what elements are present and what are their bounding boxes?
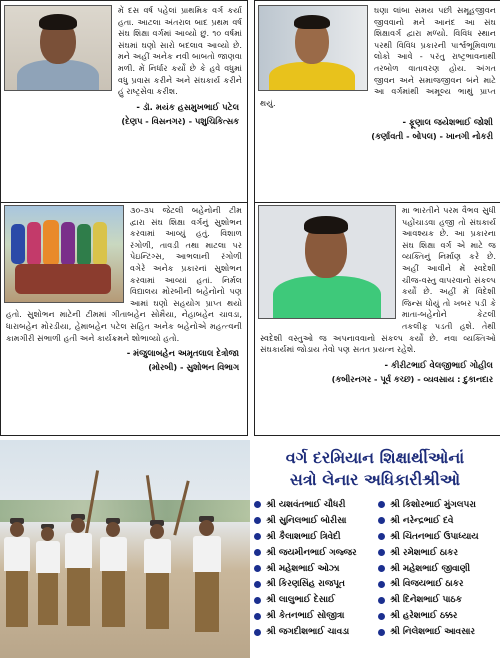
list-item: [376, 627, 500, 637]
officer-name: શ્રી જયમીનભાઈ ગજ્જર: [266, 547, 357, 558]
bullet-icon: [378, 581, 385, 588]
bullet-icon: [254, 629, 261, 636]
list-item: [252, 516, 376, 526]
officer-name: શ્રી યશવંતભાઈ ચૌધરી: [266, 499, 346, 510]
officer-name: શ્રી નિલેશભાઈ આવસાર: [390, 627, 476, 638]
testimonial-author: - ડૉ. મયંક હસમુખભાઈ પટેલ: [136, 102, 239, 113]
list-item: [252, 532, 376, 542]
testimonial-author: - મંજુલાબહેન અમૃતલાલ દેત્રોજા: [126, 349, 239, 360]
bullet-icon: [254, 517, 261, 524]
bullet-icon: [254, 501, 261, 508]
testimonial-card-2: [254, 0, 500, 208]
bullet-icon: [254, 581, 261, 588]
list-row: [252, 529, 500, 545]
testimonial-text: ઘણા લાંબા સમય પછી સમૂહજીવન જીવવાનો મને આનંદ આ સંઘ શિક્ષાવર્ગ દ્વારા મળ્યો. વિવિધ સ્થાન પરથી વિવિધ પ્રકારની પાર્શ્વભૂમિવાળા લોકો આવે - પરંતુ રાષ્ટ્રભાવનાથી તરબોળ વાતાવરણ હોય. અંગત જીવન અને સમાજજીવન બંને માટે આ વર્ગમાંથી અમૂલ્ય ભાથું પ્રાપ્ત થયું.: [260, 5, 496, 108]
list-item: [376, 532, 500, 542]
bullet-icon: [254, 597, 261, 604]
testimonial-author: - કીરીટભાઈ વેલજીભાઈ ગોહીલ: [384, 360, 493, 371]
bullet-icon: [254, 565, 261, 572]
testimonial-body: [1, 203, 247, 344]
officers-list: [252, 497, 500, 640]
testimonial-author-detail: (કર્ણાવતી - બોપલ) - ખાનગી નોકરી: [371, 131, 493, 142]
portrait-photo-4: [258, 205, 396, 319]
testimonial-author-detail: (મોરબી) - સુશોભન વિભાગ: [148, 362, 239, 373]
bullet-icon: [378, 597, 385, 604]
officer-name: શ્રી જગદીશભાઈ ચાવડા: [266, 627, 350, 638]
testimonial-card-3: [0, 202, 248, 436]
officer-name: શ્રી લાલુભાઈ દેસાઈ: [266, 595, 335, 606]
officers-list-subtitle: સત્રો લેનાર અધિકારીશ્રીઓ: [289, 470, 461, 489]
officer-name: શ્રી કિશોરભાઈ મુંગલપરા: [390, 499, 476, 510]
list-item: [376, 500, 500, 510]
bullet-icon: [254, 613, 261, 620]
officer-name: શ્રી વિજયભાઈ ઠાકર: [390, 579, 464, 590]
list-row: [252, 497, 500, 513]
list-item: [252, 579, 376, 589]
list-item: [376, 548, 500, 558]
list-item: [376, 579, 500, 589]
list-row: [252, 545, 500, 561]
testimonial-body: [255, 203, 500, 356]
bullet-icon: [378, 613, 385, 620]
officer-name: શ્રી ચિંતનભાઈ ઉપાધ્યાય: [390, 531, 479, 542]
list-row: [252, 624, 500, 640]
officer-name: શ્રી નરેન્દ્રભાઈ દવે: [390, 515, 454, 526]
list-item: [376, 516, 500, 526]
list-row: [252, 592, 500, 608]
volunteers-group-photo: [0, 440, 250, 658]
list-item: [376, 564, 500, 574]
testimonial-text: ૩૦-૩૫ જેટલી બહેનોની ટીમ દ્વારા સંઘ શિક્ષા વર્ગનું સુશોભન કરવામાં આવ્યું હતું. વિશાળ રંગોળી, તાવડી તથા માટલા પર પેઇન્ટિંગ્સ, આભલાની રંગોળી વગેરે અનેક પ્રકારનાં સુશોભન કરવામાં આવ્યાં હતાં. નિર્મલ વિદ્યાલય મોરબીની બહેનોનો પણ આમાં ઘણો સહયોગ પ્રાપ્ત થયો હતો. સુશોભન માટેની ટીમમાં ગીતાબહેન સોમૈયા, નેહાબહેન ચાવડા, ધારાબહેન મોરડીયા, હેમાબહેન પટેલ સહિત અનેક બહેનોએ મહત્ત્વની કામગીરી સંભાળી હતી અને કાર્યક્રમને શોભાવ્યો હતો.: [6, 205, 242, 343]
portrait-photo-1: [4, 5, 112, 91]
testimonial-author: - ફૂણાલ જયેશભાઈ જોશી: [402, 118, 493, 129]
officer-name: શ્રી કિરણસિંહ રાજપૂત: [266, 579, 345, 590]
list-item: [252, 627, 376, 637]
list-item: [252, 548, 376, 558]
bullet-icon: [378, 629, 385, 636]
testimonial-card-4: [254, 202, 500, 436]
list-item: [252, 500, 376, 510]
officer-name: શ્રી મહેશભાઈ જીવાણી: [390, 563, 471, 574]
bullet-icon: [378, 549, 385, 556]
officer-name: શ્રી મહેશભાઈ ઓઝા: [266, 563, 340, 574]
testimonial-body: [1, 1, 247, 98]
bullet-icon: [378, 517, 385, 524]
testimonial-body: [255, 1, 500, 109]
list-row: [252, 576, 500, 592]
list-item: [252, 564, 376, 574]
bullet-icon: [378, 565, 385, 572]
list-item: [376, 595, 500, 605]
testimonial-author-detail: (દેણપ - વિસનગર) - પશુચિકિત્સક: [121, 115, 239, 126]
list-row: [252, 608, 500, 624]
testimonial-card-1: [0, 0, 248, 208]
list-row: [252, 513, 500, 529]
portrait-photo-2: [258, 5, 368, 91]
officer-name: શ્રી રમેશભાઈ ઠાકર: [390, 547, 458, 558]
list-item: [376, 611, 500, 621]
list-item: [252, 611, 376, 621]
bullet-icon: [378, 533, 385, 540]
officers-list-title: વર્ગ દરમિયાન શિક્ષાર્થીઓનાં: [285, 448, 465, 467]
testimonial-text: મા ભારતીને પરમ વૈભવ સુધી પહોંચાડવા હજી તો સંઘકાર્ય આવશ્યક છે. આ પ્રકારના સંઘ શિક્ષા વર્ગ એ માટે જ વ્યક્તિનું નિર્માણ કરે છે. અહીં આવીને મેં સ્વદેશી ચીજ-વસ્તુ વાપરવાનો સંકલ્પ કર્યો છે. અહીં મેં વિદેશી જિન્સ ધોયું તો ખબર પડી કે માતા-બહેનોને કેટલી તકલીફ પડતી હશે. તેથી સ્વદેશી વસ્તુઓ જ અપનાવવાનો સંકલ્પ કર્યો છે. નવા વ્યક્તિઓ સંઘકાર્યમાં જોડાય તેવો પણ સતત પ્રયત્ન રહેશે.: [260, 205, 496, 355]
officer-name: શ્રી હરેશભાઈ ઠક્કર: [390, 611, 458, 622]
list-item: [252, 595, 376, 605]
bullet-icon: [378, 501, 385, 508]
list-row: [252, 561, 500, 577]
officer-name: શ્રી સુનિલભાઈ બોરીસા: [266, 515, 347, 526]
testimonial-author-detail: (કબીરનગર - પૂર્વ કચ્છ) - વ્યવસાય : દુકાનદાર: [331, 373, 493, 384]
officer-name: શ્રી કૈલાશભાઈ ત્રિવેદી: [266, 531, 341, 542]
officer-name: શ્રી કેતનભાઈ સોજીત્રા: [266, 611, 345, 622]
group-women-photo: [4, 205, 124, 303]
bullet-icon: [254, 533, 261, 540]
bullet-icon: [254, 549, 261, 556]
officer-name: શ્રી દિનેશભાઈ પાઠક: [390, 595, 462, 606]
testimonial-text: મેં દસ વર્ષ પહેલાં પ્રાથમિક વર્ગ કર્યા હતા. આટલા અંતરાલ બાદ પ્રથમ વર્ષ સંઘ શિક્ષા વર્ગમાં આવ્યો છું. ૧૦ વર્ષમાં સંઘમાં ઘણો સારો બદલાવ આવ્યો છે. મને અહીં અનેક નવી બાબતો જાણવા મળી. મેં નિર્ધાર કર્યો છે કે હવે વધુમાં વધુ પ્રવાસ કરીને અને સંઘકાર્ય કરીને હું રાષ્ટ્રસેવા કરીશ.: [118, 5, 242, 97]
